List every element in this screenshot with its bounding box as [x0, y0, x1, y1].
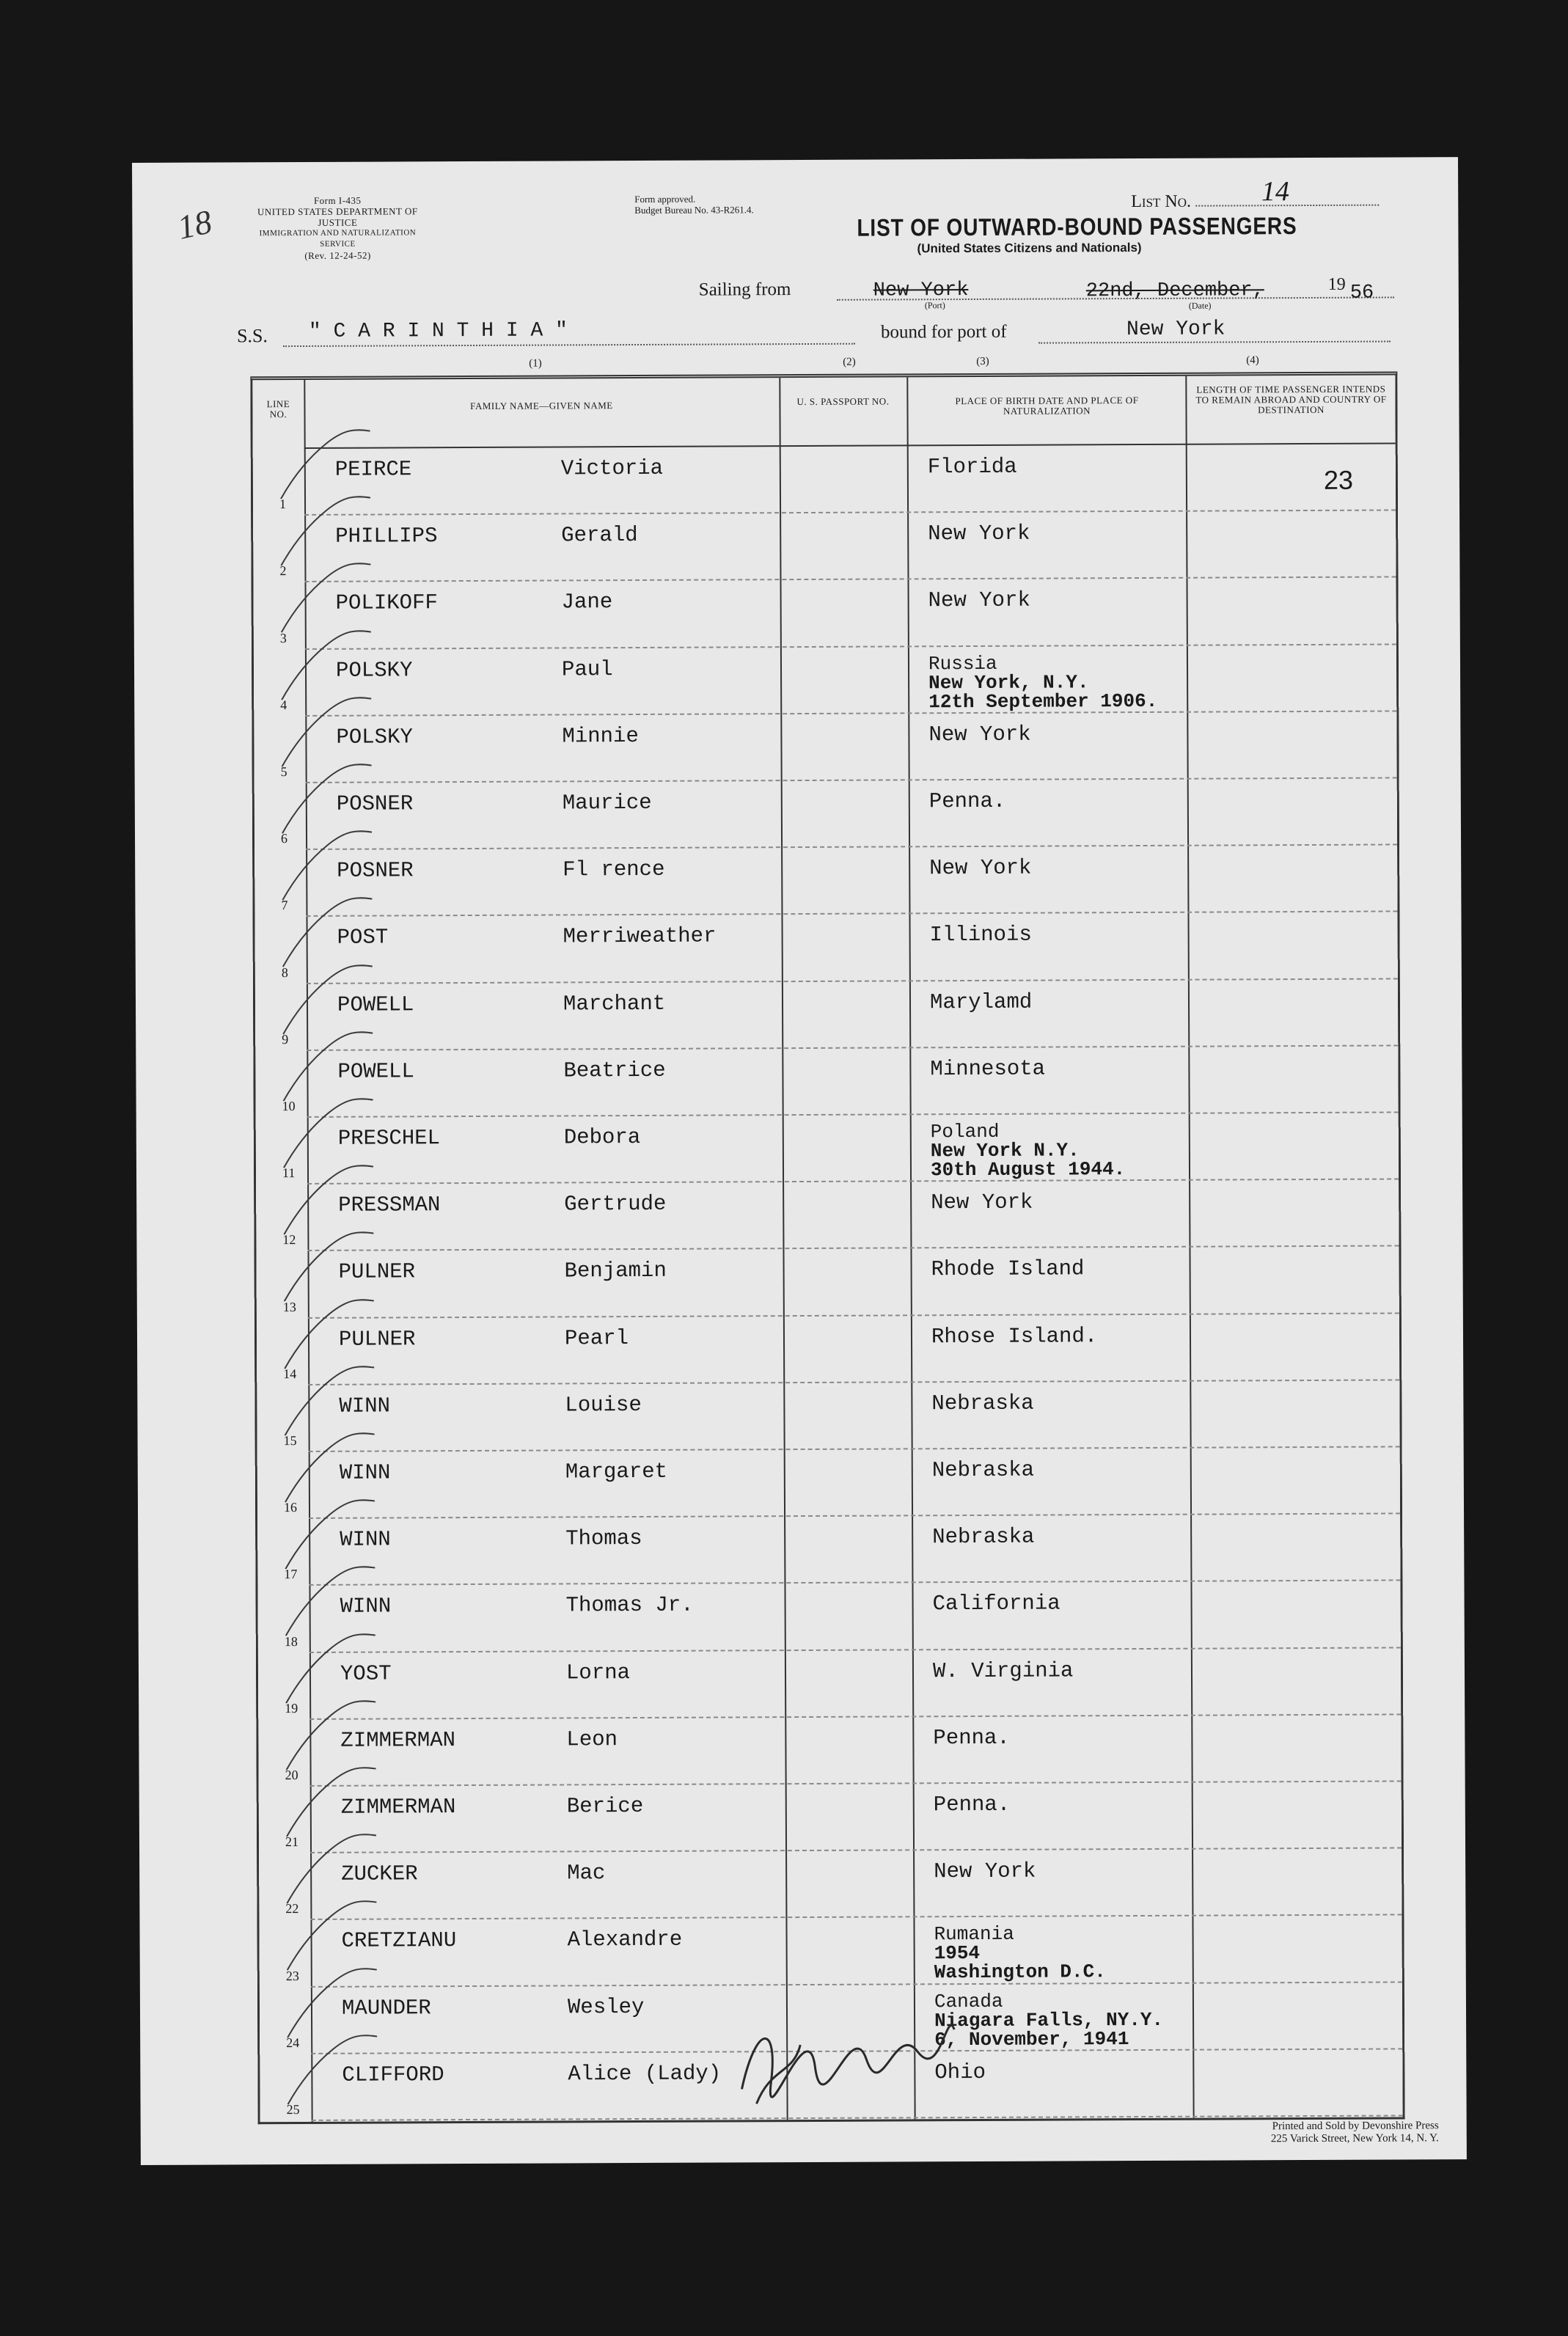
line-number: 13	[282, 1299, 296, 1314]
place-of-birth: Rumania	[934, 1923, 1014, 1946]
place-of-birth: Rhose Island.	[931, 1323, 1098, 1349]
table-row	[257, 1513, 1400, 1585]
naturalization-detail: New York, N.Y.	[928, 670, 1089, 694]
form-identification	[242, 194, 433, 261]
table-row	[255, 978, 1398, 1050]
given-name: Victoria	[560, 455, 664, 481]
table-row	[257, 1379, 1399, 1451]
given-name: Margaret	[565, 1459, 668, 1484]
table-row	[258, 1647, 1401, 1718]
handwritten-annotation	[727, 1978, 962, 2111]
given-name: Beatrice	[563, 1058, 666, 1083]
family-name: PHILLIPS	[335, 524, 438, 549]
given-name: Gerald	[561, 523, 638, 548]
given-name: Lorna	[565, 1660, 631, 1685]
place-of-birth: Russia	[928, 652, 997, 675]
line-number: 19	[285, 1700, 298, 1716]
column-number-3: (3)	[976, 355, 989, 367]
place-of-birth: New York	[929, 855, 1032, 881]
line-number: 24	[286, 2035, 300, 2050]
given-name: Benjamin	[564, 1259, 667, 1284]
line-number: 6	[280, 831, 288, 846]
place-of-birth: Canada	[934, 1990, 1003, 2013]
family-name: CRETZIANU	[341, 1928, 457, 1954]
line-number: 9	[282, 1031, 289, 1047]
line-number: 15	[283, 1433, 297, 1449]
header-passport: U. S. PASSPORT NO.	[796, 395, 890, 408]
list-number	[1131, 176, 1379, 212]
date-caption: (Date)	[1188, 300, 1212, 311]
family-name: PRESCHEL	[337, 1126, 441, 1151]
destination-line	[1038, 341, 1391, 344]
table-row	[259, 1848, 1402, 1919]
form-approved: Form approved.	[634, 193, 696, 205]
table-row	[257, 1446, 1400, 1517]
family-name: ZUCKER	[341, 1861, 418, 1886]
given-name: Gertrude	[564, 1192, 667, 1217]
table-row	[256, 1245, 1399, 1317]
given-name: Merriweather	[563, 923, 717, 949]
family-name: PULNER	[338, 1259, 416, 1285]
list-number-value: 14	[1261, 176, 1290, 208]
table-row	[256, 1111, 1399, 1183]
table-row	[255, 1044, 1398, 1116]
given-name: Wesley	[567, 1994, 645, 2020]
family-name: POSNER	[337, 858, 414, 883]
sailing-port: New York	[873, 279, 969, 302]
given-name: Thomas	[565, 1526, 642, 1551]
table-row	[256, 1179, 1399, 1251]
ss-label: S.S.	[236, 325, 268, 347]
family-name: ZIMMERMAN	[340, 1727, 456, 1753]
place-of-birth: Nebraska	[931, 1391, 1034, 1416]
family-name: POSNER	[336, 791, 414, 816]
sailing-from-label: Sailing from	[698, 279, 791, 300]
given-name: Louise	[565, 1392, 642, 1418]
place-of-birth: New York	[928, 722, 1031, 747]
given-name: Marchant	[563, 991, 666, 1017]
line-number: 11	[282, 1165, 296, 1181]
printer-credit	[1153, 2120, 1439, 2146]
table-row	[254, 643, 1396, 715]
given-name: Alexandre	[567, 1927, 683, 1952]
given-name: Alice (Lady)	[568, 2061, 722, 2087]
place-of-birth: Minnesota	[930, 1056, 1046, 1082]
place-of-birth: Penna.	[928, 788, 1006, 814]
place-of-birth: Poland	[930, 1120, 1000, 1143]
naturalization-detail: 30th August 1944.	[930, 1158, 1126, 1182]
line-number: 22	[285, 1901, 299, 1916]
ship-name: " C A R I N T H I A "	[308, 319, 568, 343]
line-number: 20	[285, 1768, 298, 1783]
header-birth: PLACE OF BIRTH DATE AND PLACE OF NATURALIZATION	[955, 395, 1139, 417]
family-name: WINN	[340, 1594, 392, 1619]
given-name: Leon	[566, 1727, 618, 1752]
form-number: Form I-435	[313, 194, 362, 206]
family-name: ZIMMERMAN	[340, 1795, 456, 1820]
ship-line	[283, 343, 855, 347]
place-of-birth: Florida	[927, 454, 1017, 480]
given-name: Mac	[567, 1861, 606, 1886]
document-title: LIST OF OUTWARD-BOUND PASSENGERS	[857, 212, 1297, 241]
given-name: Fl rence	[563, 857, 665, 882]
family-name: PULNER	[338, 1326, 416, 1352]
place-of-birth: New York	[931, 1190, 1033, 1215]
sailing-date: 22nd, December,	[1085, 279, 1264, 303]
given-name: Debora	[563, 1124, 641, 1150]
place-of-birth: Marylamd	[929, 989, 1033, 1014]
table-row	[254, 710, 1396, 782]
table-row	[254, 844, 1397, 916]
printer-line-1: Printed and Sold by Devonshire Press	[1272, 2120, 1439, 2133]
bound-for-label: bound for port of	[880, 321, 1007, 343]
place-of-birth: New York	[934, 1859, 1036, 1884]
given-name: Thomas Jr.	[565, 1593, 694, 1618]
place-of-birth: W. Virginia	[932, 1658, 1074, 1683]
line-number: 21	[285, 1834, 299, 1850]
place-of-birth: Rhode Island	[931, 1256, 1085, 1282]
table-row	[257, 1580, 1400, 1652]
naturalization-detail: Niagara Falls, NY.Y.	[934, 2008, 1164, 2032]
given-name: Paul	[561, 656, 613, 682]
family-name: POWELL	[337, 1059, 414, 1084]
family-name: PEIRCE	[334, 457, 412, 482]
family-name: POLSKY	[336, 725, 413, 750]
naturalization-detail: 6, November, 1941	[934, 2027, 1129, 2051]
given-name: Minnie	[562, 723, 639, 749]
destination-port: New York	[1126, 318, 1226, 342]
family-name: WINN	[339, 1394, 391, 1418]
family-name: WINN	[340, 1527, 391, 1552]
table-row	[259, 1914, 1402, 1986]
place-of-birth: Nebraska	[932, 1524, 1035, 1550]
family-name: YOST	[340, 1661, 392, 1686]
year-suffix: 56	[1349, 282, 1374, 304]
line-number: 17	[284, 1567, 298, 1582]
family-name: POLSKY	[335, 657, 413, 683]
place-of-birth: Penna.	[933, 1792, 1011, 1817]
line-number: 23	[285, 1968, 299, 1983]
given-name: Pearl	[564, 1325, 629, 1351]
line-number: 4	[280, 697, 287, 712]
budget-approval	[634, 193, 754, 216]
department-name: UNITED STATES DEPARTMENT OF JUSTICE	[257, 205, 418, 228]
table-row	[253, 576, 1396, 648]
place-of-birth: New York	[928, 588, 1030, 613]
column-number-2: (2)	[843, 356, 856, 368]
place-of-birth: Penna.	[933, 1725, 1010, 1751]
line-number: 14	[283, 1366, 297, 1381]
place-of-birth: Illinois	[929, 923, 1032, 948]
place-of-birth: California	[932, 1591, 1060, 1616]
naturalization-detail: 12th September 1906.	[928, 689, 1158, 713]
given-name: Jane	[561, 590, 613, 615]
naturalization-detail: 1954	[934, 1942, 981, 1965]
table-row	[257, 1312, 1399, 1384]
given-name: Berice	[566, 1793, 644, 1819]
table-row	[253, 442, 1396, 514]
line-number: 7	[281, 898, 288, 913]
place-of-birth: Ohio	[934, 2059, 986, 2085]
line-number: 12	[282, 1232, 296, 1248]
table-row	[254, 911, 1397, 983]
margin-mark: 18	[174, 202, 216, 246]
year-prefix: 19	[1327, 274, 1346, 294]
family-name: POST	[337, 925, 389, 951]
line-number: 25	[286, 2102, 300, 2117]
naturalization-detail: Washington D.C.	[934, 1960, 1106, 1984]
column-number-1: (1)	[529, 357, 542, 370]
line-number: 2	[279, 563, 287, 579]
line-number: 3	[279, 630, 287, 645]
line-number: 18	[284, 1633, 298, 1649]
line-number: 10	[282, 1099, 296, 1114]
passenger-table	[250, 371, 1404, 2124]
header-name: FAMILY NAME—GIVEN NAME	[470, 400, 613, 411]
given-name: Maurice	[562, 790, 652, 816]
column-number-4: (4)	[1246, 354, 1259, 367]
line-number: 1	[279, 497, 287, 512]
family-name: POLIKOFF	[335, 590, 438, 616]
place-of-birth: Nebraska	[931, 1457, 1035, 1483]
document-subtitle: (United States Citizens and Nationals)	[917, 240, 1142, 256]
printer-line-2: 225 Varick Street, New York 14, N. Y.	[1270, 2132, 1439, 2145]
place-of-birth: New York	[928, 521, 1030, 546]
family-name: MAUNDER	[341, 1995, 431, 2021]
header-line-no: LINE NO.	[266, 398, 290, 420]
family-name: PRESSMAN	[338, 1193, 441, 1218]
budget-number: Budget Bureau No. 43-R261.4.	[634, 204, 754, 216]
table-row	[258, 1713, 1401, 1785]
manifest-page	[132, 157, 1467, 2165]
family-name: CLIFFORD	[342, 2062, 444, 2087]
line-number: 8	[281, 964, 288, 980]
table-row	[254, 777, 1397, 849]
table-row	[253, 510, 1396, 582]
table-row	[259, 1780, 1402, 1852]
family-name: WINN	[339, 1460, 391, 1485]
family-name: POWELL	[337, 992, 414, 1017]
form-revision: (Rev. 12-24-52)	[304, 249, 371, 261]
line-number: 16	[283, 1500, 298, 1515]
naturalization-detail: New York N.Y.	[930, 1139, 1080, 1162]
list-number-label: List No.	[1131, 191, 1192, 212]
length-of-stay: 23	[1323, 464, 1354, 495]
header-length: LENGTH OF TIME PASSENGER INTENDS TO REMAIN ABROAD AND COUNTRY OF DESTINATION	[1195, 383, 1387, 416]
line-number: 5	[280, 764, 287, 780]
port-caption: (Port)	[924, 300, 945, 311]
service-name: IMMIGRATION AND NATURALIZATION SERVICE	[259, 228, 417, 249]
